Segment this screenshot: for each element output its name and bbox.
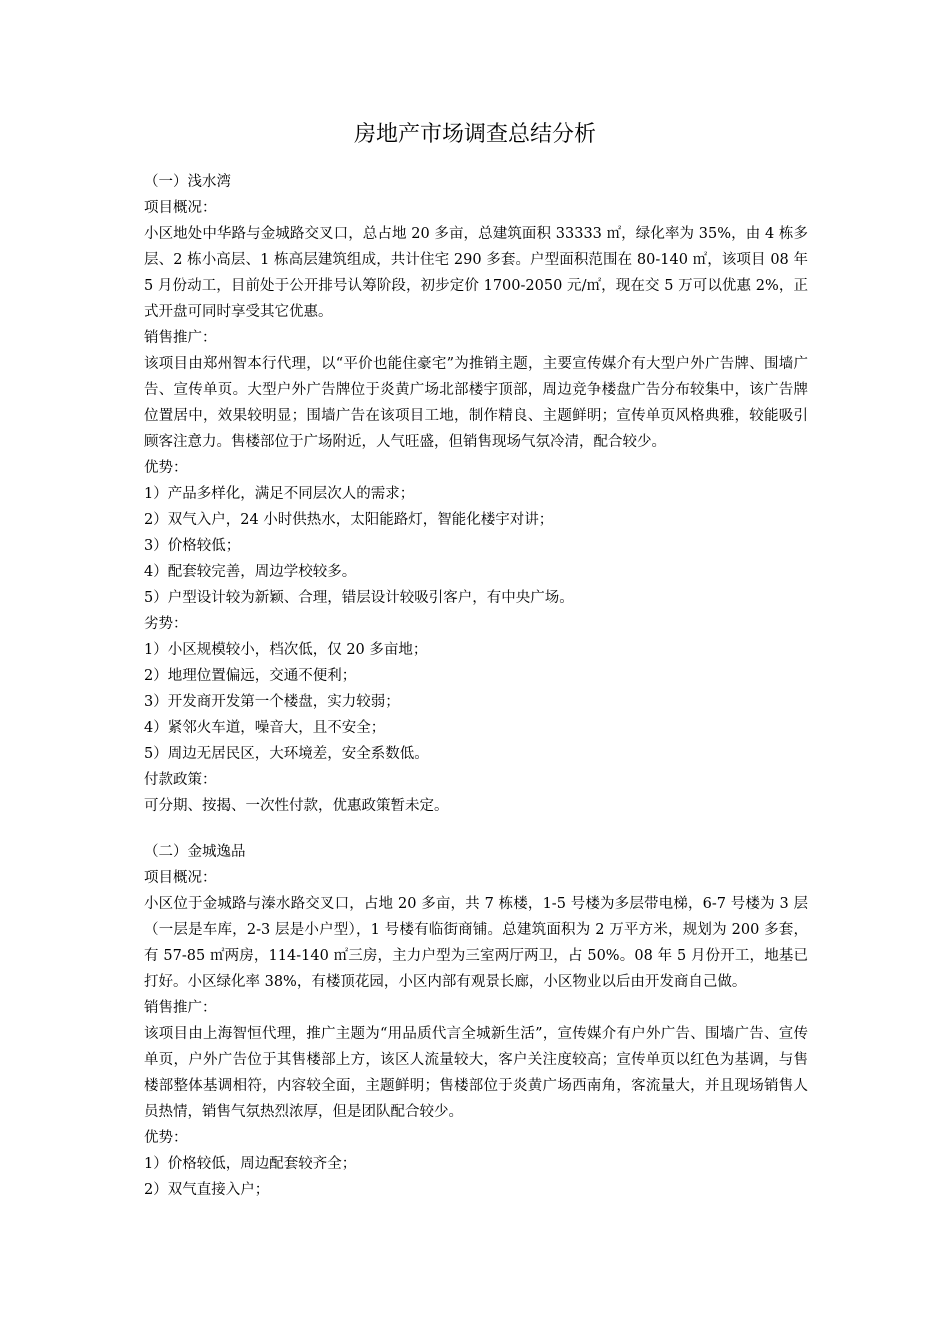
promo-label: 销售推广： [144,1000,217,1016]
pros-item: 4）配套较完善，周边学校较多。 [144,564,357,580]
section-gap [144,819,808,839]
overview-label: 项目概况： [144,200,217,216]
overview-paragraph: 小区位于金城路与溱水路交叉口，占地 20 多亩，共 7 栋楼，1-5 号楼为多层带电梯，6-7 号楼为 3 层（一层是车库，2-3 层是小户型），1 号楼有临街商铺。总建筑面积为 2 万平方米，规划为 200 多套，有 57-85 ㎡两房，114-140 ㎡三房，主力户型为三室两厅两卫，占 50%。08 年 5 月份开工，地基已打好。小区绿化率 38%，有楼顶花园，小区内部有观景长廊，小区物业以后由开发商自己做。 [144,896,808,990]
cons-label: 劣势： [144,616,188,632]
overview-paragraph: 小区地处中华路与金城路交叉口，总占地 20 多亩，总建筑面积 33333 ㎡，绿化率为 35%，由 4 栋多层、2 栋小高层、1 栋高层建筑组成，共计住宅 290 多套。户型面积范围在 80-140 ㎡，该项目 08 年 5 月份动工，目前处于公开排号认筹阶段，初步定价 1700-2050 元/㎡，现在交 5 万可以优惠 2%，正式开盘可同时享受其它优惠。 [144,226,808,320]
cons-item: 2）地理位置偏远，交通不便利； [144,668,357,684]
cons-item: 1）小区规模较小，档次低，仅 20 多亩地； [144,642,428,658]
pros-item: 1）产品多样化，满足不同层次人的需求； [144,486,415,502]
promo-paragraph: 该项目由上海智恒代理，推广主题为“用品质代言全城新生活”，宣传媒介有户外广告、围墙广告、宣传单页，户外广告位于其售楼部上方，该区人流量较大，客户关注度较高；宣传单页以红色为基调，与售楼部整体基调相符，内容较全面，主题鲜明；售楼部位于炎黄广场西南角，客流量大，并且现场销售人员热情，销售气氛热烈浓厚，但是团队配合较少。 [144,1026,808,1120]
payment-label: 付款政策： [144,772,217,788]
section-heading: （二）金城逸品 [144,844,246,860]
pros-item: 2）双气直接入户； [144,1182,270,1198]
pros-item: 5）户型设计较为新颖、合理，错层设计较吸引客户，有中央广场。 [144,590,574,606]
pros-label: 优势： [144,1130,188,1146]
cons-item: 5）周边无居民区，大环境差，安全系数低。 [144,746,429,762]
section-heading: （一）浅水湾 [144,174,231,190]
pros-item: 2）双气入户，24 小时供热水，太阳能路灯，智能化楼宇对讲； [144,512,554,528]
document-body [144,169,808,1203]
pros-label: 优势： [144,460,188,476]
pros-item: 1）价格较低，周边配套较齐全； [144,1156,357,1172]
promo-label: 销售推广： [144,330,217,346]
payment-text: 可分期、按揭、一次性付款，优惠政策暂未定。 [144,798,449,814]
overview-label: 项目概况： [144,870,217,886]
cons-item: 3）开发商开发第一个楼盘，实力较弱； [144,694,400,710]
page-title: 房地产市场调查总结分析 [353,122,596,147]
pros-item: 3）价格较低； [144,538,241,554]
cons-item: 4）紧邻火车道，噪音大，且不安全； [144,720,386,736]
promo-paragraph: 该项目由郑州智本行代理，以“平价也能住豪宅”为推销主题，主要宣传媒介有大型户外广告牌、围墙广告、宣传单页。大型户外广告牌位于炎黄广场北部楼宇顶部，周边竞争楼盘广告分布较集中，该广告牌位置居中，效果较明显；围墙广告在该项目工地，制作精良、主题鲜明；宣传单页风格典雅，较能吸引顾客注意力。售楼部位于广场附近，人气旺盛，但销售现场气氛冷清，配合较少。 [144,356,808,450]
